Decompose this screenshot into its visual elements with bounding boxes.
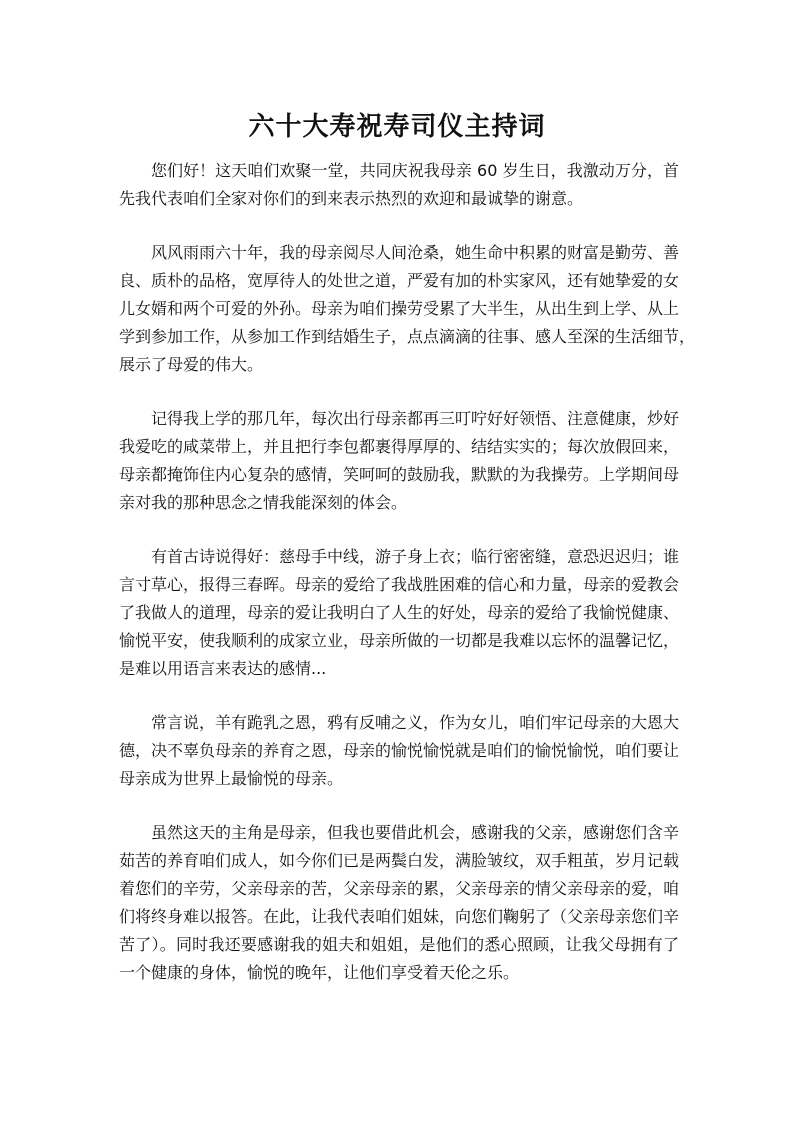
paragraph-line: 学到参加工作，从参加工作到结婚生子，点点滴滴的往事、感人至深的生活细节， [119,327,696,346]
paragraph-line: 母亲成为世界上最愉悦的母亲。 [119,769,344,788]
paragraph-line: 良、质朴的品格，宽厚待人的处世之道，严爱有加的朴实家风，还有她挚爱的女 [119,271,680,290]
paragraph-line: 亲对我的那种思念之情我能深刻的体会。 [119,493,408,512]
paragraph-line: 展示了母爱的伟大。 [119,355,264,374]
paragraph-line: 茹苦的养育咱们成人，如今你们已是两鬓白发，满脸皱纹，双手粗茧，岁月记载 [119,851,680,870]
paragraph-line: 虽然这天的主角是母亲，但我也要借此机会，感谢我的父亲，感谢您们含辛 [151,823,680,842]
paragraph-line: 您们好！这天咱们欢聚一堂，共同庆祝我母亲 60 岁生日，我激动万分，首 [151,161,679,180]
document-title: 六十大寿祝寿司仪主持词 [248,112,546,142]
paragraph-line: 风风雨雨六十年，我的母亲阅尽人间沧桑，她生命中积累的财富是勤劳、善 [151,243,680,262]
paragraph-line: 是难以用语言来表达的感情... [119,659,327,678]
paragraph-line: 了我做人的道理，母亲的爱让我明白了人生的好处，母亲的爱给了我愉悦健康、 [119,603,680,622]
paragraph [119,239,696,379]
paragraph-line: 母亲都掩饰住内心复杂的感情，笑呵呵的鼓励我，默默的为我操劳。上学期间母 [119,465,680,484]
paragraph-line: 记得我上学的那几年，每次出行母亲都再三叮咛好好领悟、注意健康，炒好 [151,409,680,428]
paragraph-line: 苦了）。同时我还要感谢我的姐夫和姐姐，是他们的悉心照顾，让我父母拥有了 [119,935,679,954]
paragraph [119,157,679,213]
paragraph-line: 们将终身难以报答。在此，让我代表咱们姐妹，向您们鞠躬了（父亲母亲您们辛 [119,907,680,926]
paragraph-line: 愉悦平安，使我顺利的成家立业，母亲所做的一切都是我难以忘怀的温馨记忆， [119,631,680,650]
paragraph-line: 言寸草心，报得三春晖。母亲的爱给了我战胜困难的信心和力量，母亲的爱教会 [119,575,680,594]
paragraph-line: 儿女婿和两个可爱的外孙。母亲为咱们操劳受累了大半生，从出生到上学、从上 [119,299,680,318]
paragraph-line: 先我代表咱们全家对你们的到来表示热烈的欢迎和最诚挚的谢意。 [119,189,584,208]
paragraph [119,405,679,517]
paragraph-line: 一个健康的身体，愉悦的晚年，让他们享受着天伦之乐。 [119,963,520,982]
paragraph [119,819,679,987]
paragraph-line: 有首古诗说得好：慈母手中线，游子身上衣；临行密密缝，意恐迟迟归；谁 [151,547,680,566]
paragraph-line: 着您们的辛劳，父亲母亲的苦，父亲母亲的累，父亲母亲的情父亲母亲的爱，咱 [119,879,680,898]
document-body [119,157,696,1013]
paragraph-line: 我爱吃的咸菜带上，并且把行李包都裹得厚厚的、结结实实的；每次放假回来， [119,437,680,456]
paragraph [119,709,679,793]
paragraph [119,543,679,683]
paragraph-line: 常言说，羊有跪乳之恩，鸦有反哺之义，作为女儿，咱们牢记母亲的大恩大 [151,713,680,732]
paragraph-line: 德，决不辜负母亲的养育之恩，母亲的愉悦愉悦就是咱们的愉悦愉悦，咱们要让 [119,741,680,760]
